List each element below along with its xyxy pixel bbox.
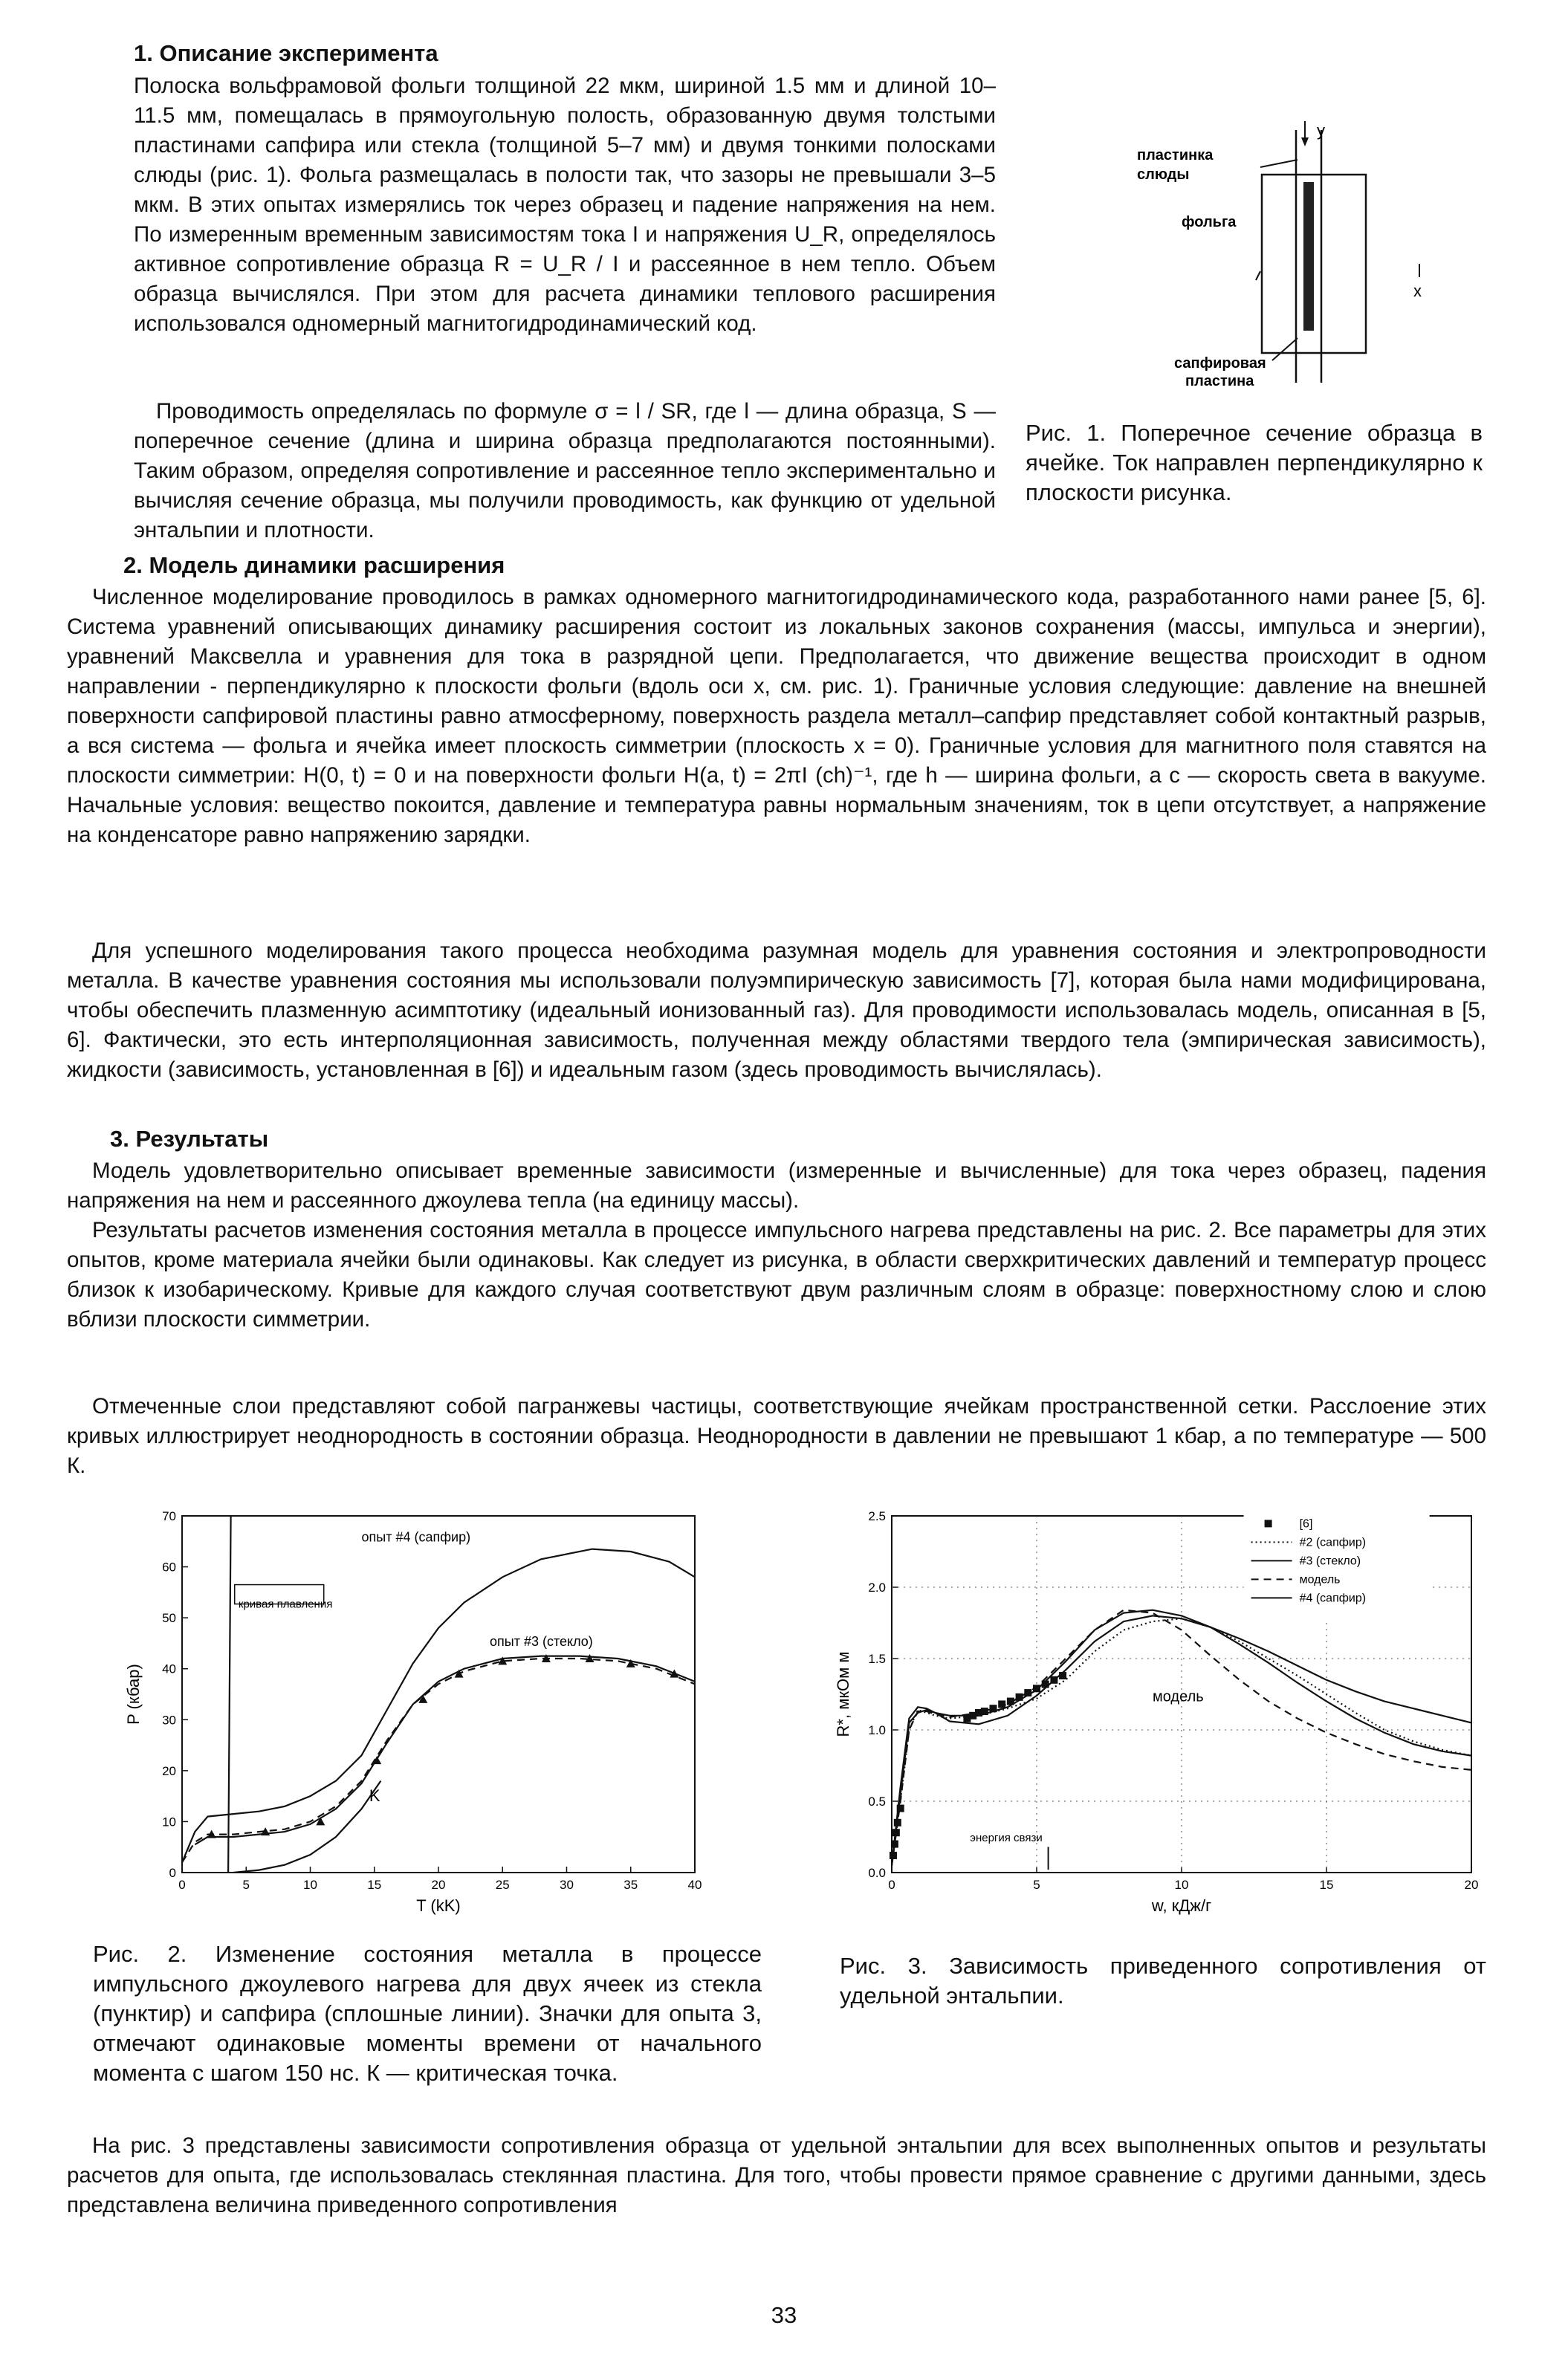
data-marker: [316, 1817, 325, 1825]
y-tick-label: 10: [162, 1815, 176, 1829]
y-tick-label: 30: [162, 1713, 176, 1728]
figure-2-chart: [97, 1505, 713, 1936]
y-axis-label: R*, мкОм м: [834, 1651, 852, 1737]
x-axis-label: w, кДж/г: [1151, 1896, 1212, 1915]
y-tick-label: 0.0: [868, 1866, 886, 1880]
fig1-label-mica-1: пластинка: [1137, 147, 1214, 163]
y-tick-label: 2.0: [868, 1581, 886, 1595]
paragraph-4: Для успешного моделирования такого процесса необходима разумная модель для уравнения состояния и электропроводности металла. В качестве уравнения состояния мы использовали полуэмпирическую зависимость [7], которая была нами модифицирована, чтобы обеспечить плазменную асимптотику (идеальный ионизованный газ). Для проводимости использовалась модель, описанная в [5, 6]. Фактически, это есть интерполяционная зависимость, полученная между областями твердого тела (эмпирическая зависимость), жидкости (зависимость, установленная в [6]) и идеальным газом (здесь проводимость вычислялась).: [67, 939, 1486, 1082]
fig1-foil-strip: [1303, 182, 1314, 331]
x-tick-label: 15: [367, 1878, 382, 1892]
annotation-binding-energy: энергия связи: [970, 1831, 1043, 1844]
annotation-critical-point: K: [369, 1786, 380, 1805]
legend-entry: #4 (сапфир): [1299, 1592, 1367, 1605]
y-tick-label: 60: [162, 1560, 176, 1575]
series-нижняя-кривая-line: [233, 1781, 380, 1873]
y-tick-label: 70: [162, 1509, 176, 1523]
x-tick-label: 35: [623, 1878, 638, 1892]
x-tick-label: 15: [1319, 1878, 1334, 1892]
legend-entry: #2 (сапфир): [1299, 1536, 1367, 1549]
series-опыт-3-сплошная--line: [195, 1656, 695, 1845]
x-tick-label: 40: [687, 1878, 702, 1892]
fig1-tick-mark: [1256, 271, 1260, 280]
y-tick-label: 40: [162, 1662, 176, 1676]
x-tick-label: 10: [1174, 1878, 1189, 1892]
y-tick-label: 1.0: [868, 1723, 886, 1737]
fig1-label-foil: фольга: [1182, 214, 1237, 230]
paragraph-8: На рис. 3 представлены зависимости сопротивления образца от удельной энтальпии для всех выполненных опытов и результаты расчетов для опыта, где использовалась стеклянная пластина. Для того, чтобы провести прямое сравнение с другими данными, здесь представлена величина приведенного сопротивления: [67, 2133, 1486, 2217]
section-title-2: 2. Модель динамики расширения: [123, 552, 505, 578]
y-tick-label: 0: [169, 1866, 176, 1880]
x-tick-label: 5: [1033, 1878, 1040, 1892]
x-tick-label: 5: [242, 1878, 250, 1892]
fig1-label-sapphire-2: пластина: [1185, 373, 1254, 389]
fig1-axis-x: x: [1413, 282, 1422, 300]
series--4-сапфир--line: [892, 1610, 1471, 1866]
x-tick-label: 20: [431, 1878, 446, 1892]
y-axis-label: P (кбар): [124, 1664, 143, 1725]
section-title-1: 1. Описание эксперимента: [134, 40, 438, 66]
annotation-exp4: опыт #4 (сапфир): [361, 1529, 471, 1545]
legend-entry: модель: [1299, 1573, 1341, 1586]
paragraph-7: Отмеченные слои представляют собой пагранжевы частицы, соответствующие ячейкам пространственной сетки. Расслоение этих кривых иллюстрирует неоднородность в состоянии образца. Неоднородности в давлении не превышают 1 кбар, а по температуре — 500 К.: [67, 1394, 1486, 1478]
annotation-exp3: опыт #3 (стекло): [490, 1633, 593, 1649]
annotation-melting: кривая плавления: [238, 1598, 333, 1611]
page-number: 33: [771, 2302, 797, 2328]
x-tick-label: 20: [1464, 1878, 1479, 1892]
data-marker: [586, 1654, 595, 1662]
y-tick-label: 2.5: [868, 1509, 886, 1523]
figure-1-diagram: [1078, 115, 1464, 398]
x-tick-label: 25: [495, 1878, 510, 1892]
paragraph-6: Результаты расчетов изменения состояния металла в процессе импульсного нагрева представлены на рис. 2. Все параметры для этих опытов, кроме материала ячейки были одинаковы. Как следует из рисунка, в области сверхкритических давлений и температур процесс близок к изобарическому. Кривые для каждого случая соответствуют двум различным слоям в образце: поверхностному слою и слою вблизи плоскости симметрии.: [67, 1218, 1486, 1332]
y-tick-label: 1.5: [868, 1652, 886, 1666]
x-axis-label: T (kK): [416, 1896, 461, 1915]
data-marker: [670, 1670, 678, 1678]
paragraph-5: Модель удовлетворительно описывает временные зависимости (измеренные и вычисленные) для тока через образец, падения напряжения на нем и рассеянного джоулева тепла (на единицу массы).: [67, 1158, 1486, 1213]
y-tick-label: 0.5: [868, 1795, 886, 1809]
paragraph-1: Полоска вольфрамовой фольги толщиной 22 мкм, шириной 1.5 мм и длиной 10–11.5 мм, помещалась в прямоугольную полость, образованную двумя толстыми пластинами сапфира или стекла (толщиной 5–7 мм) и двумя тонкими полосками слюды (рис. 1). Фольга размещалась в полости так, что зазоры не превышали 3–5 мкм. В этих опытах измерялись ток через образец и падение напряжения на нем. По измеренным временным зависимостям тока I и напряжения U_R, определялось активное сопротивление образца R = U_R / I и рассеянное в нем тепло. Объем образца вычислялся. При этом для расчета динамики теплового расширения использовался одномерный магнитогидродинамический код.: [134, 74, 996, 336]
legend-entry: [6]: [1299, 1517, 1313, 1531]
series-кривая-плавления-line: [228, 1516, 231, 1873]
x-tick-label: 0: [888, 1878, 895, 1892]
x-tick-label: 0: [178, 1878, 186, 1892]
figure-2-caption: Рис. 2. Изменение состояния металла в процессе импульсного джоулевого нагрева для двух ячеек из стекла (пунктир) и сапфира (сплошные линии). Значки для опыта 3, отмечают одинаковые моменты времени от начального момента с шагом 150 нс. К — критическая точка.: [93, 1941, 762, 2086]
figure-3-chart: [821, 1505, 1490, 1936]
legend-entry: #3 (стекло): [1299, 1555, 1361, 1568]
fig1-axis-y: y: [1317, 121, 1325, 140]
x-tick-label: 10: [303, 1878, 317, 1892]
annotation-model: модель: [1153, 1688, 1204, 1705]
series-модель-line: [892, 1610, 1471, 1866]
figure-3-caption: Рис. 3. Зависимость приведенного сопротивления от удельной энтальпии.: [840, 1953, 1486, 2009]
legend-swatch: [1265, 1520, 1272, 1527]
paragraph-2: Проводимость определялась по формуле σ = l / SR, где l — длина образца, S — поперечное сечение (длина и ширина образца предполагаются постоянными). Таким образом, определяя сопротивление и рассеянное тепло экспериментально и вычисляя сечение образца, мы получили проводимость, как функцию от удельной энтальпии и плотности.: [134, 399, 996, 542]
fig1-label-mica-2: слюды: [1137, 166, 1190, 183]
plot-frame: [182, 1516, 695, 1873]
series-опыт-3-стекло--line: [182, 1659, 695, 1862]
fig1-pointer-sapphire: [1272, 338, 1298, 360]
fig1-arrowhead-y: [1301, 137, 1309, 146]
y-tick-label: 20: [162, 1763, 176, 1778]
x-tick-label: 30: [560, 1878, 574, 1892]
figure-1-caption: Рис. 1. Поперечное сечение образца в ячейке. Ток направлен перпендикулярно к плоскости рисунка.: [1026, 420, 1483, 505]
section-title-3: 3. Результаты: [110, 1126, 269, 1152]
y-tick-label: 50: [162, 1611, 176, 1626]
fig1-pointer-mica: [1260, 160, 1298, 167]
fig1-label-sapphire-1: сапфировая: [1174, 355, 1266, 372]
paragraph-3: Численное моделирование проводилось в рамках одномерного магнитогидродинамического кода, разработанного нами ранее [5, 6]. Система уравнений описывающих динамику расширения состоит из локальных законов сохранения (массы, импульса и энергии), уравнений Максвелла и уравнения для тока в разрядной цепи. Предполагается, что движение вещества происходит в одном направлении - перпендикулярно к плоскости фольги (вдоль оси x, см. рис. 1). Граничные условия следующие: давление на внешней поверхности сапфировой пластины равно атмосферному, поверхность раздела металл–сапфир представляет собой контактный разрыв, а вся система — фольга и ячейка имеет плоскость симметрии (плоскость x = 0). Граничные условия для магнитного поля ставятся на плоскости симметрии: H(0, t) = 0 и на поверхности фольги H(a, t) = 2πI (ch)⁻¹, где h — ширина фольги, а c — скорость света в вакууме. Начальные условия: вещество покоится, давление и температура равны нормальным значениям, ток в цепи отсутствует, а напряжение на конденсаторе равно напряжению зарядки.: [67, 585, 1486, 847]
